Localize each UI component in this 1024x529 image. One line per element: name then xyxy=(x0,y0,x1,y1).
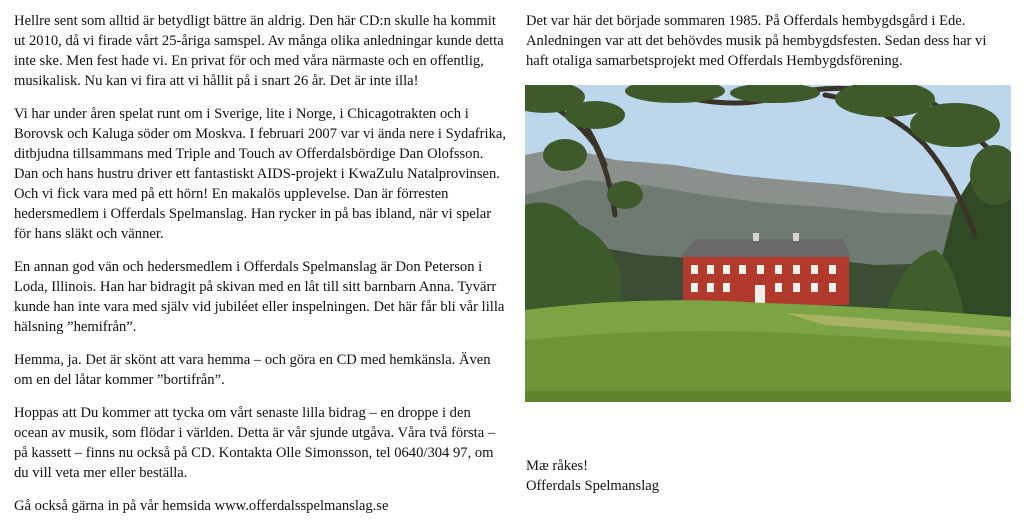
paragraph-history: Det var här det började sommaren 1985. På Offerdals hembygdsgård i Ede. Anledningen var att det behövdes musik på hembygdsfesten. Sedan dess har vi haft otaliga samarbetsprojekt med Offerdals Hembygdsförening. xyxy=(526,13,987,69)
paragraph-contact: Hoppas att Du kommer att tycka om vårt senaste lilla bidrag – en droppe i den ocean av musik, som flödar i världen. Detta är vår sjunde utgåva. Våra två första – på kassett – finns nu också på CD. Kontakta Olle Simonsson, tel 0640/304 97, om du vill veta mer eller beställa. xyxy=(14,405,496,481)
paragraph-don-peterson: En annan god vän och hedersmedlem i Offerdals Spelmanslag är Don Peterson i Loda, Illinois. Han har bidragit på skivan med en låt till sitt barnbarn Anna. Tyvärr kunde han inte vara med själv vid jubiléet eller inspelningen. Det här får bli vår lilla hälsning ”hemifrån”. xyxy=(14,259,505,335)
signature-greeting: Mæ råkes! xyxy=(526,458,589,474)
paragraph-intro: Hellre sent som alltid är betydligt bättre än aldrig. Den här CD:n skulle ha kommit ut 2010, då vi firade vårt 25-åriga samspel. Av många olika anledningar kunde detta inte ske. Men fest hade vi. En privat för och med våra närmaste och en offentlig, musikalisk. Nu kan vi fira att vi hållit på i snart 26 år. Det är inte illa! xyxy=(14,13,504,89)
right-text-column xyxy=(526,11,1012,71)
signature-block xyxy=(526,456,659,496)
homestead-photo xyxy=(525,85,1011,402)
left-text-column xyxy=(14,11,506,529)
paragraph-website: Gå också gärna in på vår hemsida www.offerdalsspelmanslag.se xyxy=(14,498,389,514)
paragraph-travels: Vi har under åren spelat runt om i Sverige, lite i Norge, i Chicagotrakten och i Borovsk och Kaluga söder om Moskva. I februari 2007 var vi ända nere i Sydafrika, ditbjudna tillsammans med Triple and Touch av Offerdalsbördige Dan Olofsson. Dan och hans hustru driver ett fantastiskt AIDS-projekt i KwaZulu Natalprovinsen. Och vi fick vara med på ett hörn! En makalös upplevelse. Dan är förresten hedersmedlem i Offerdals Spelmanslag. Han rycker in på bas ibland, när vi spelar för hans släkt och vänner. xyxy=(14,106,506,242)
paragraph-home: Hemma, ja. Det är skönt att vara hemma – och göra en CD med hemkänsla. Även om en del låtar kommer ”bortifrån”. xyxy=(14,352,491,388)
signature-name: Offerdals Spelmanslag xyxy=(526,478,660,494)
